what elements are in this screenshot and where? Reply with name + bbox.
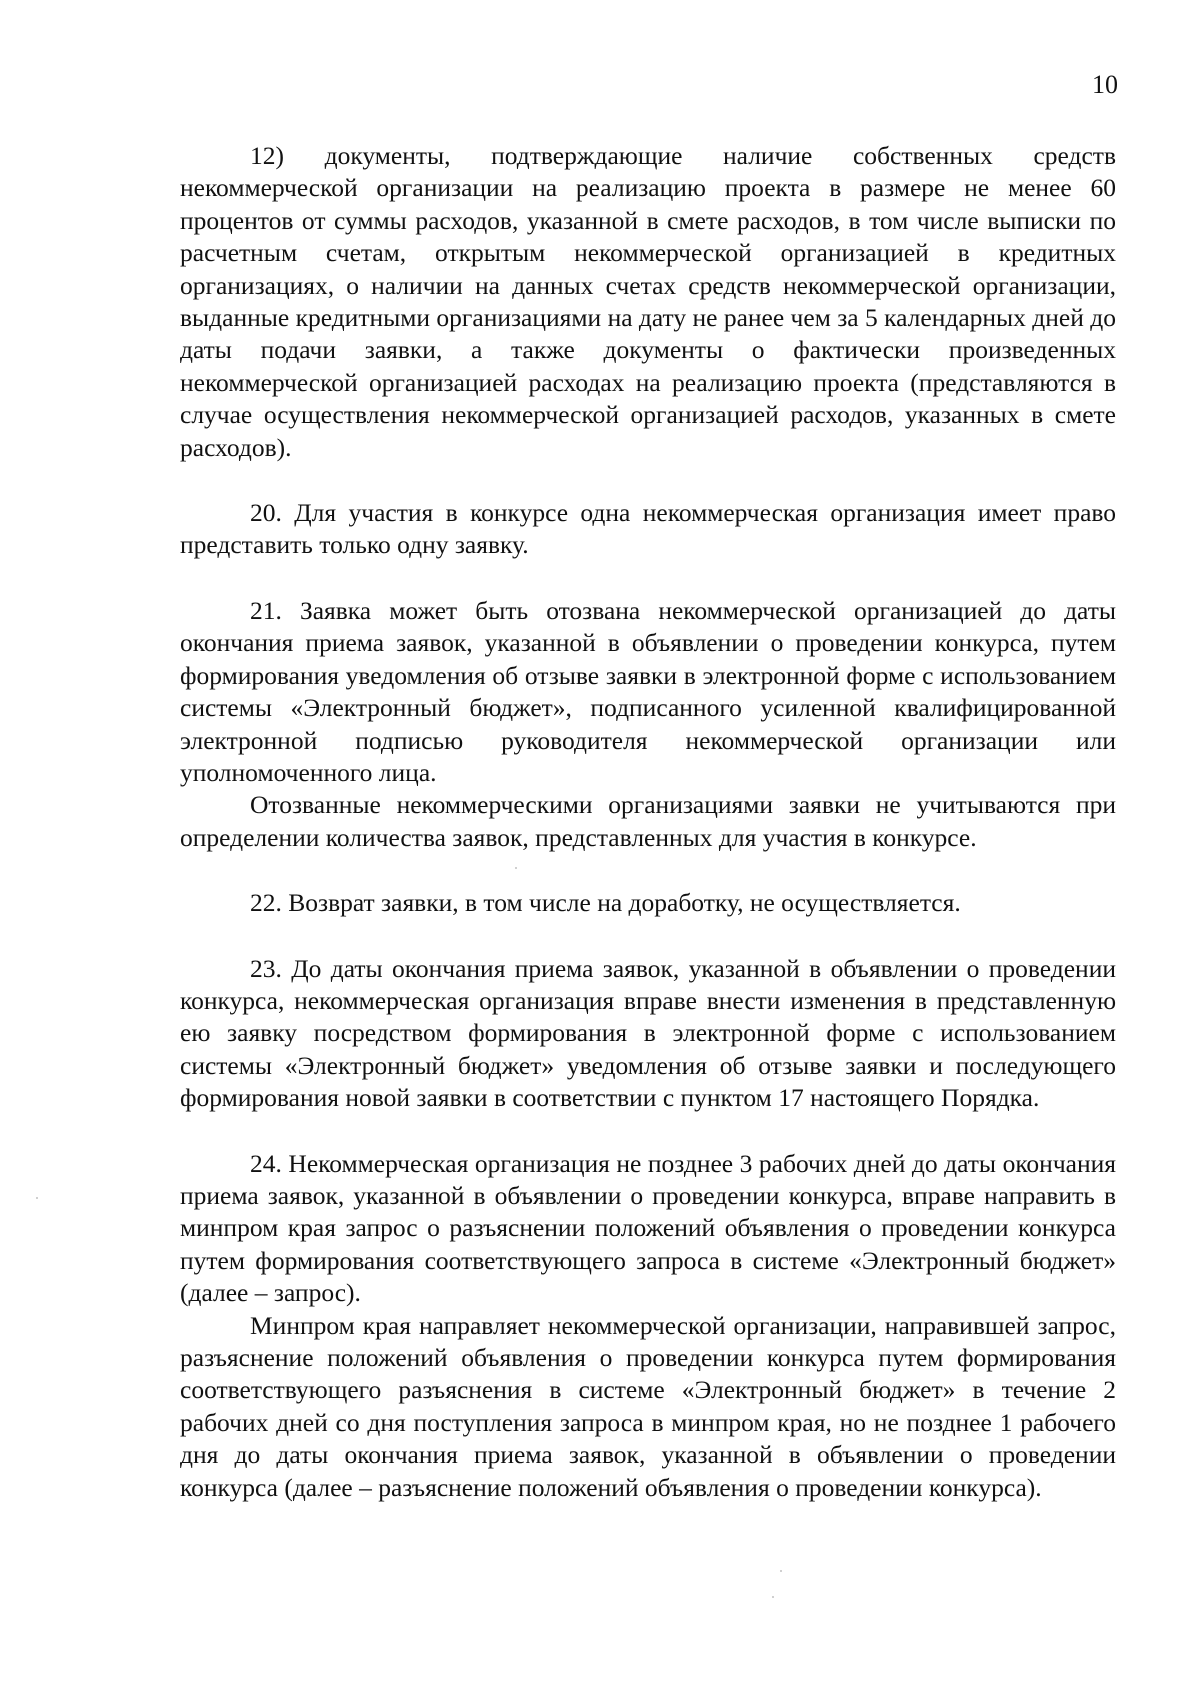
page-number: 10 — [1092, 70, 1118, 99]
paragraph-24: 24. Некоммерческая организация не позднее 3 рабочих дней до даты окончания приема заявок, указанной в объявлении о проведении конкурса, вправе направить в минпром края запрос о разъяснении положений объявления о проведении конкурса путем формирования соответствующего запроса в системе «Электронный бюджет» (далее – запрос). — [180, 1148, 1116, 1308]
paragraph-23: 23. До даты окончания приема заявок, указанной в объявлении о проведении конкурса, некоммерческая организация вправе внести изменения в представленную ею заявку посредством формирования в электронной форме с использованием системы «Электронный бюджет» уведомления об отзыве заявки и последующего формирования новой заявки в соответствии с пунктом 17 настоящего Порядка. — [180, 953, 1116, 1113]
scan-speck — [780, 1570, 782, 1572]
paragraph-21: 21. Заявка может быть отозвана некоммерческой организацией до даты окончания приема заявок, указанной в объявлении о проведении конкурса, путем формирования уведомления об отзыве заявки в электронной форме с использованием системы «Электронный бюджет», подписанного усиленной квалифицированной электронной подписью руководителя некоммерческой организации или уполномоченного лица. — [180, 595, 1116, 787]
scan-speck — [36, 1197, 38, 1199]
scan-speck — [515, 867, 517, 869]
document-body — [180, 140, 1116, 1504]
paragraph-20: 20. Для участия в конкурсе одна некоммерческая организация имеет право представить только одну заявку. — [180, 498, 1116, 560]
paragraph-item-12: 12) документы, подтверждающие наличие собственных средств некоммерческой организации на реализацию проекта в размере не менее 60 процентов от суммы расходов, указанной в смете расходов, в том числе выписки по расчетным счетам, открытым некоммерческой организацией в кредитных организациях, о наличии на данных счетах средств некоммерческой организации, выданные кредитными организациями на дату не ранее чем за 5 календарных дней до даты подачи заявки, а также документы о фактически произведенных некоммерческой организацией расходах на реализацию проекта (представляются в случае осуществления некоммерческой организацией расходов, указанных в смете расходов). — [180, 141, 1116, 462]
paragraph-24-continuation: Минпром края направляет некоммерческой организации, направившей запрос, разъяснение положений объявления о проведении конкурса путем формирования соответствующего разъяснения в системе «Электронный бюджет» в течение 2 рабочих дней со дня поступления запроса в минпром края, но не позднее 1 рабочего дня до даты окончания приема заявок, указанной в объявлении о проведении конкурса (далее – разъяснение положений объявления о проведении конкурса). — [180, 1310, 1116, 1502]
scan-speck — [772, 1596, 774, 1598]
paragraph-21-continuation: Отозванные некоммерческими организациями заявки не учитываются при определении количества заявок, представленных для участия в конкурсе. — [180, 790, 1116, 852]
paragraph-22: 22. Возврат заявки, в том числе на доработку, не осуществляется. — [250, 888, 961, 918]
